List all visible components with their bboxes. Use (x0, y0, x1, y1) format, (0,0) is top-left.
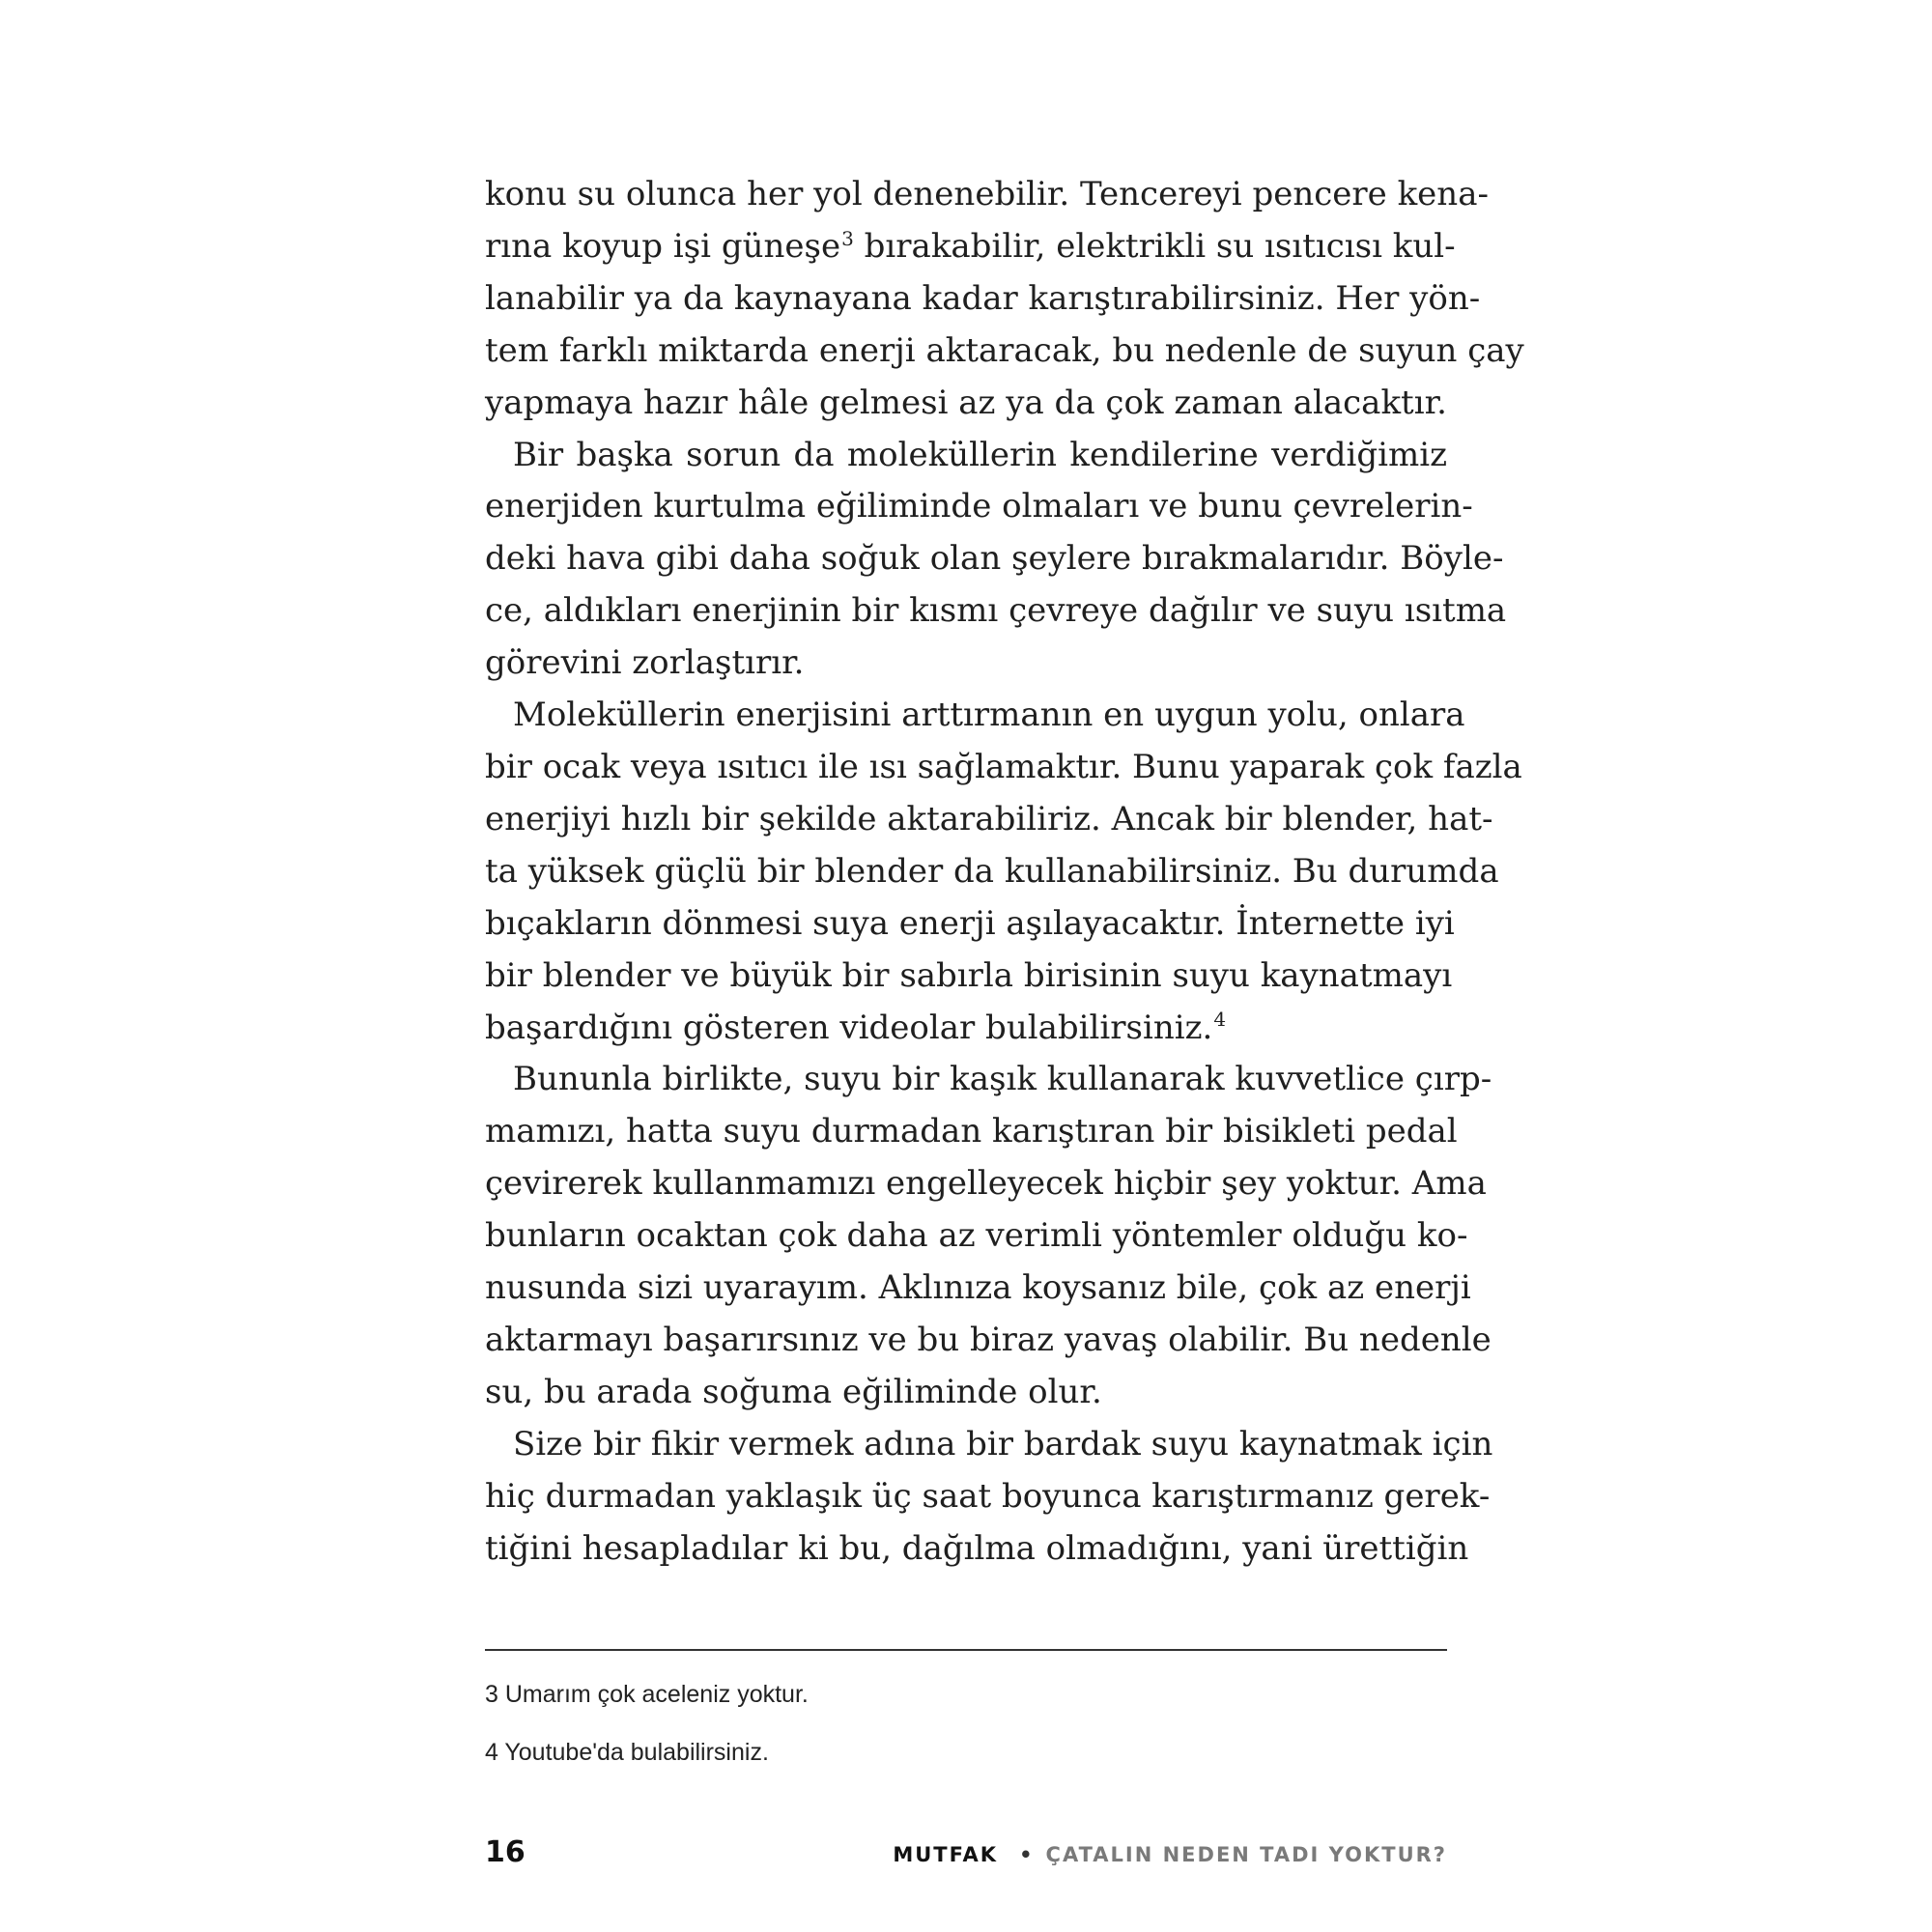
book-title: ÇATALIN NEDEN TADI YOKTUR? (1045, 1843, 1447, 1866)
text-line: görevini zorlaştırır. (485, 643, 805, 683)
running-head (893, 1843, 1447, 1866)
section-title: MUTFAK (893, 1843, 999, 1866)
text-line-with-footnote (485, 221, 1456, 273)
text-line: çevirerek kullanmamızı engelleyecek hiçbir şey yoktur. Ama (485, 1164, 1487, 1204)
text-line: Size bir fikir vermek adına bir bardak suyu kaynatmak için (513, 1424, 1493, 1463)
text-line: Bununla birlikte, suyu bir kaşık kullanarak kuvvetlice çırp- (513, 1060, 1492, 1099)
text-line: bıçakların dönmesi suya enerji aşılayacaktır. İnternette iyi (485, 903, 1455, 943)
paragraph-1 (485, 169, 1524, 430)
text-line: hiç durmadan yaklaşık üç saat boyunca karıştırmanız gerek- (485, 1476, 1491, 1516)
footnote-marker-4: 4 (1213, 1008, 1227, 1032)
text-line: yapmaya hazır hâle gelmesi az ya da çok zaman alacaktır. (485, 383, 1447, 422)
text-line: aktarmayı başarırsınız ve bu biraz yavaş olabilir. Bu nedenle (485, 1320, 1492, 1359)
page-footer (485, 1835, 1447, 1874)
bullet-separator: • (1019, 1843, 1035, 1866)
text-line: Moleküllerin enerjisini arttırmanın en uygun yolu, onlara (513, 696, 1465, 735)
text-line: ce, aldıkları enerjinin bir kısmı çevreye dağılır ve suyu ısıtma (485, 591, 1507, 631)
footnote-marker-3: 3 (841, 226, 854, 250)
body-text (485, 169, 1524, 1575)
text-fragment: başardığını gösteren videolar bulabilirsiniz. (485, 1008, 1213, 1047)
text-line: konu su olunca her yol denenebilir. Tencereyi pencere kena- (485, 175, 1489, 213)
text-line: ta yüksek güçlü bir blender da kullanabilirsiniz. Bu durumda (485, 851, 1499, 891)
text-line-with-footnote (485, 1003, 1447, 1055)
text-fragment: rına koyup işi güneşe (485, 226, 841, 266)
text-line: su, bu arada soğuma eğiliminde olur. (485, 1372, 1102, 1411)
text-line: bir blender ve büyük bir sabırla birisinin suyu kaynatmayı (485, 955, 1453, 995)
footnote-3: 3 Umarım çok aceleniz yoktur. (485, 1681, 809, 1708)
text-line: Bir başka sorun da moleküllerin kendilerine verdiğimiz (513, 435, 1447, 474)
text-line: enerjiden kurtulma eğiliminde olmaları ve bunu çevrelerin- (485, 487, 1473, 526)
text-line: nusunda sizi uyarayım. Aklınıza koysanız bile, çok az enerji (485, 1268, 1471, 1308)
paragraph-2 (485, 430, 1507, 691)
text-line: enerjiyi hızlı bir şekilde aktarabiliriz. Ancak bir blender, hat- (485, 799, 1493, 838)
footnote-4: 4 Youtube'da bulabilirsiniz. (485, 1739, 769, 1766)
text-line: tem farklı miktarda enerji aktaracak, bu nedenle de suyun çay (485, 330, 1524, 370)
paragraph-4 (485, 1054, 1492, 1418)
page-number: 16 (485, 1835, 526, 1869)
text-line: lanabilir ya da kaynayana kadar karıştırabilirsiniz. Her yön- (485, 278, 1481, 318)
text-line: tiğini hesapladılar ki bu, dağılma olmadığını, yani ürettiğin (485, 1528, 1469, 1568)
text-line: bunların ocaktan çok daha az verimli yöntemler olduğu ko- (485, 1216, 1468, 1256)
footnotes (485, 1679, 1447, 1795)
text-line: bir ocak veya ısıtıcı ile ısı sağlamaktır. Bunu yaparak çok fazla (485, 747, 1522, 786)
footnote-divider (485, 1649, 1447, 1651)
text-fragment: bırakabilir, elektrikli su ısıtıcısı kul- (853, 226, 1456, 266)
text-line: deki hava gibi daha soğuk olan şeylere bırakmalarıdır. Böyle- (485, 539, 1504, 579)
paragraph-5 (485, 1419, 1493, 1576)
paragraph-3 (485, 690, 1522, 1054)
text-line: mamızı, hatta suyu durmadan karıştıran bir bisikleti pedal (485, 1112, 1458, 1151)
